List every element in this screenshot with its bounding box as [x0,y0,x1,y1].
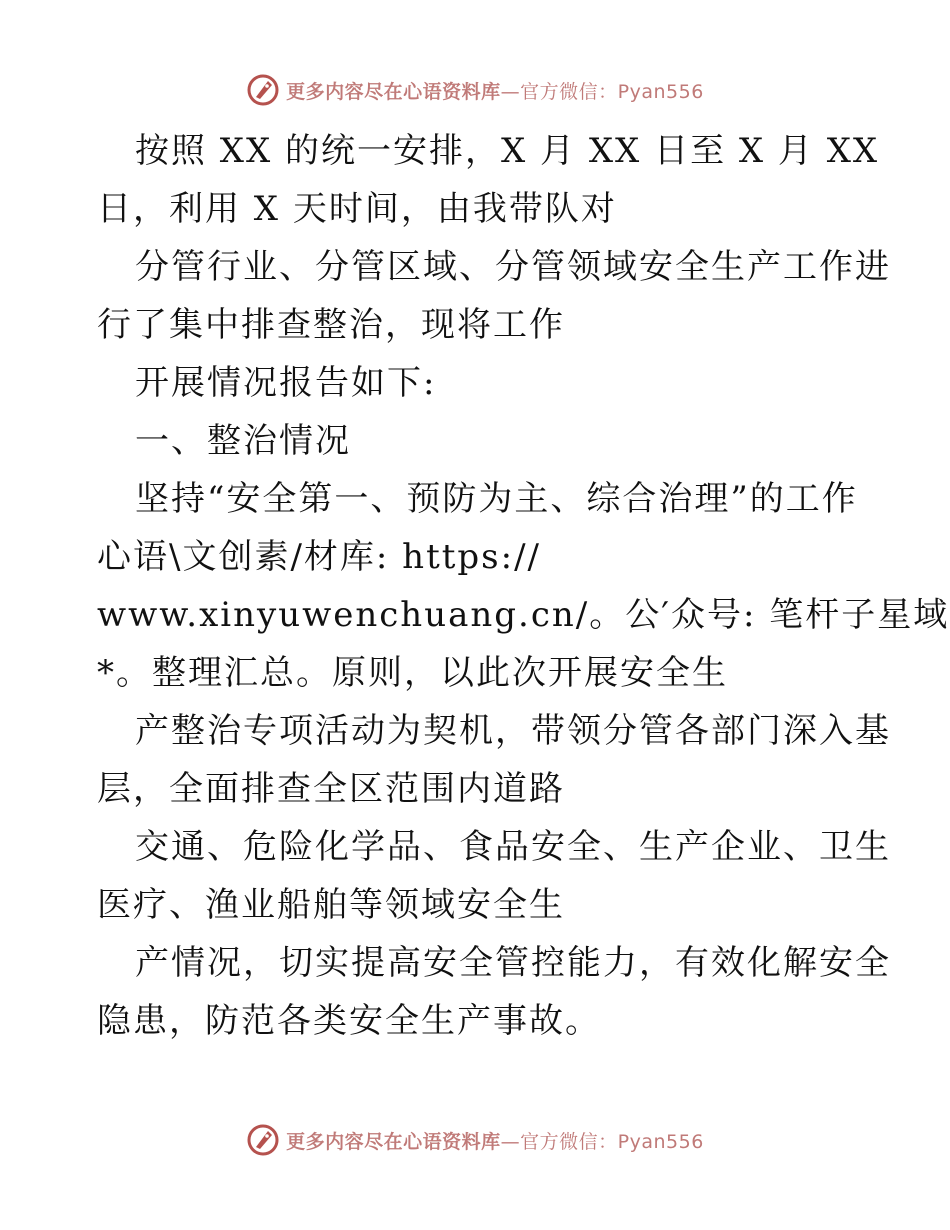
text-line: 交通、危险化学品、食品安全、生产企业、卫生 [135,827,891,867]
text-line: 分管行业、分管区域、分管领域安全生产工作进 [135,247,891,287]
text-line: 医疗、渔业船舶等领域安全生 [97,885,565,925]
banner-text: 更多内容尽在心语资料库 [286,1130,501,1153]
text-line: 开展情况报告如下: [135,363,437,403]
text-line: 一、整治情况 [135,421,351,461]
pen-nib-circle-icon [246,73,280,107]
text-line: 按照 XX 的统一安排，X 月 XX 日至 X 月 XX [135,131,880,171]
text-line: 心语\文创素/材库: https:// [97,537,541,577]
text-line: 行了集中排查整治，现将工作 [97,305,565,345]
text-line: 产情况，切实提高安全管控能力，有效化解安全 [135,943,891,983]
text-line: 产整治专项活动为契机，带领分管各部门深入基 [135,711,891,751]
text-line: 坚持“安全第一、预防为主、综合治理”的工作 [135,479,858,519]
document-body [97,122,950,1050]
text-line: 日，利用 X 天时间，由我带队对 [97,189,617,229]
text-line: 层，全面排查全区范围内道路 [97,769,565,809]
header-banner [0,70,950,110]
text-line: *。整理汇总。原则，以此次开展安全生 [97,653,728,693]
banner-contact: —官方微信：Pyan556 [500,1130,704,1153]
pen-nib-circle-icon [246,1123,280,1157]
footer-banner [0,1120,950,1160]
banner-contact: —官方微信：Pyan556 [500,80,704,103]
text-line: 隐患，防范各类安全生产事故。 [97,1001,601,1041]
text-line: www.xinyuwenchuang.cn/。公′众号: 笔杆子星域 [97,595,950,635]
banner-text: 更多内容尽在心语资料库 [286,80,501,103]
